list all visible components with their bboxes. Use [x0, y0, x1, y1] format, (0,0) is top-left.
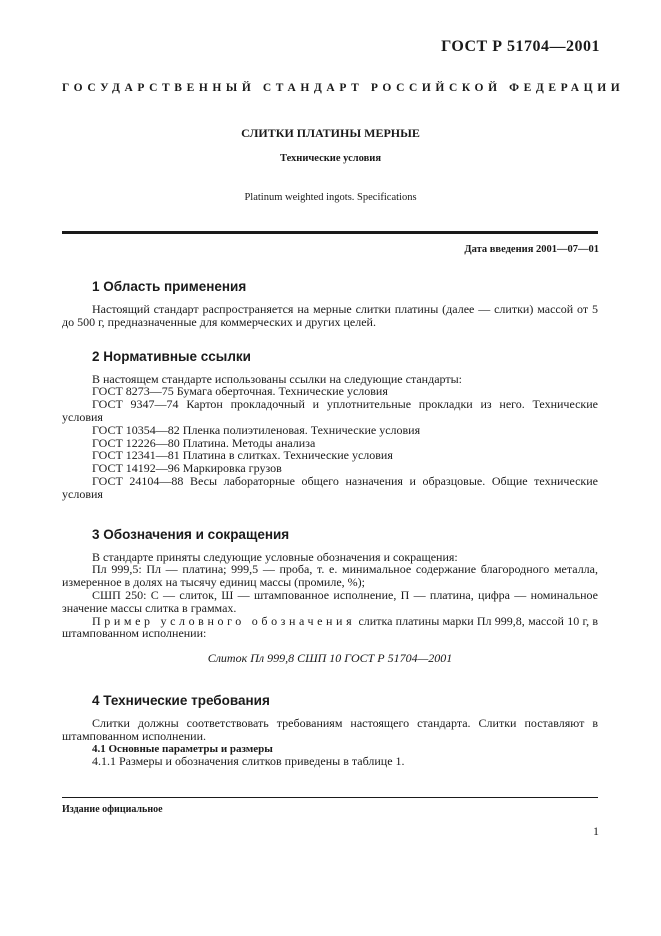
edition-label: Издание официальное: [62, 804, 163, 815]
section-1-heading: 1 Область применения: [92, 279, 247, 294]
section-3-heading: 3 Обозначения и сокращения: [92, 526, 290, 542]
reference-item: ГОСТ 12341—81 Платина в слитках. Технические условия: [92, 448, 393, 463]
footer-divider: [62, 797, 598, 798]
introduction-date: Дата введения 2001—07—01: [464, 244, 599, 255]
reference-item: ГОСТ 14192—96 Маркировка грузов: [92, 461, 282, 476]
section-4-text: Слитки должны соответствовать требованиям настоящего стандарта. Слитки поставляют в штампованном исполнении.: [62, 715, 598, 743]
document-subtitle: Технические условия: [279, 153, 382, 164]
section-2-heading: 2 Нормативные ссылки: [92, 348, 251, 364]
reference-item: ГОСТ 10354—82 Пленка полиэтиленовая. Технические условия: [92, 422, 421, 437]
subsection-4-1-1-text: 4.1.1 Размеры и обозначения слитков приведены в таблице 1.: [92, 754, 405, 769]
example-designation: Слиток Пл 999,8 СШП 10 ГОСТ Р 51704—2001: [207, 651, 453, 666]
document-title: СЛИТКИ ПЛАТИНЫ МЕРНЫЕ: [241, 126, 420, 140]
page-number: 1: [593, 824, 599, 838]
document-code: ГОСТ Р 51704—2001: [441, 38, 600, 55]
reference-item: ГОСТ 12226—80 Платина. Методы анализа: [92, 435, 316, 450]
reference-item: ГОСТ 24104—88 Весы лабораторные общего назначения и образцовые. Общие технические условия: [62, 473, 598, 501]
subsection-4-1-heading: 4.1 Основные параметры и размеры: [92, 742, 273, 755]
english-title: Platinum weighted ingots. Specifications: [244, 192, 417, 203]
section-4-heading: 4 Технические требования: [92, 692, 270, 708]
example-text: слитка платины марки Пл 999,8, массой 10 г, в штампованном исполнении:: [62, 613, 599, 641]
reference-item: ГОСТ 9347—74 Картон прокладочный и уплотнительные прокладки из него. Технические условия: [62, 397, 598, 424]
example-label: Пример условного обозначения: [92, 613, 356, 628]
state-standard-heading: ГОСУДАРСТВЕННЫЙ СТАНДАРТ РОССИЙСКОЙ ФЕДЕРАЦИИ: [62, 82, 625, 94]
title-divider: [62, 231, 598, 234]
designation-item: СШП 250: С — слиток, Ш — штампованное исполнение, П — платина, цифра — номинальное значение массы слитка в граммах.: [62, 587, 598, 615]
section-3-intro: В стандарте приняты следующие условные обозначения и сокращения:: [92, 549, 458, 564]
section-2-intro: В настоящем стандарте использованы ссылки на следующие стандарты:: [92, 371, 463, 386]
reference-item: ГОСТ 8273—75 Бумага оберточная. Технические условия: [92, 384, 388, 399]
document-body: [62, 279, 598, 768]
example-paragraph: [62, 615, 598, 641]
designation-item: Пл 999,5: Пл — платина; 999,5 — проба, т. е. минимальное содержание благородного металла, измеренное в долях на тысячу единиц массы (промиле, %);: [62, 562, 598, 590]
section-1-text: Настоящий стандарт распространяется на мерные слитки платины (далее — слитки) массой от 5 до 500 г, предназначенные для коммерческих и других целей.: [62, 302, 598, 329]
